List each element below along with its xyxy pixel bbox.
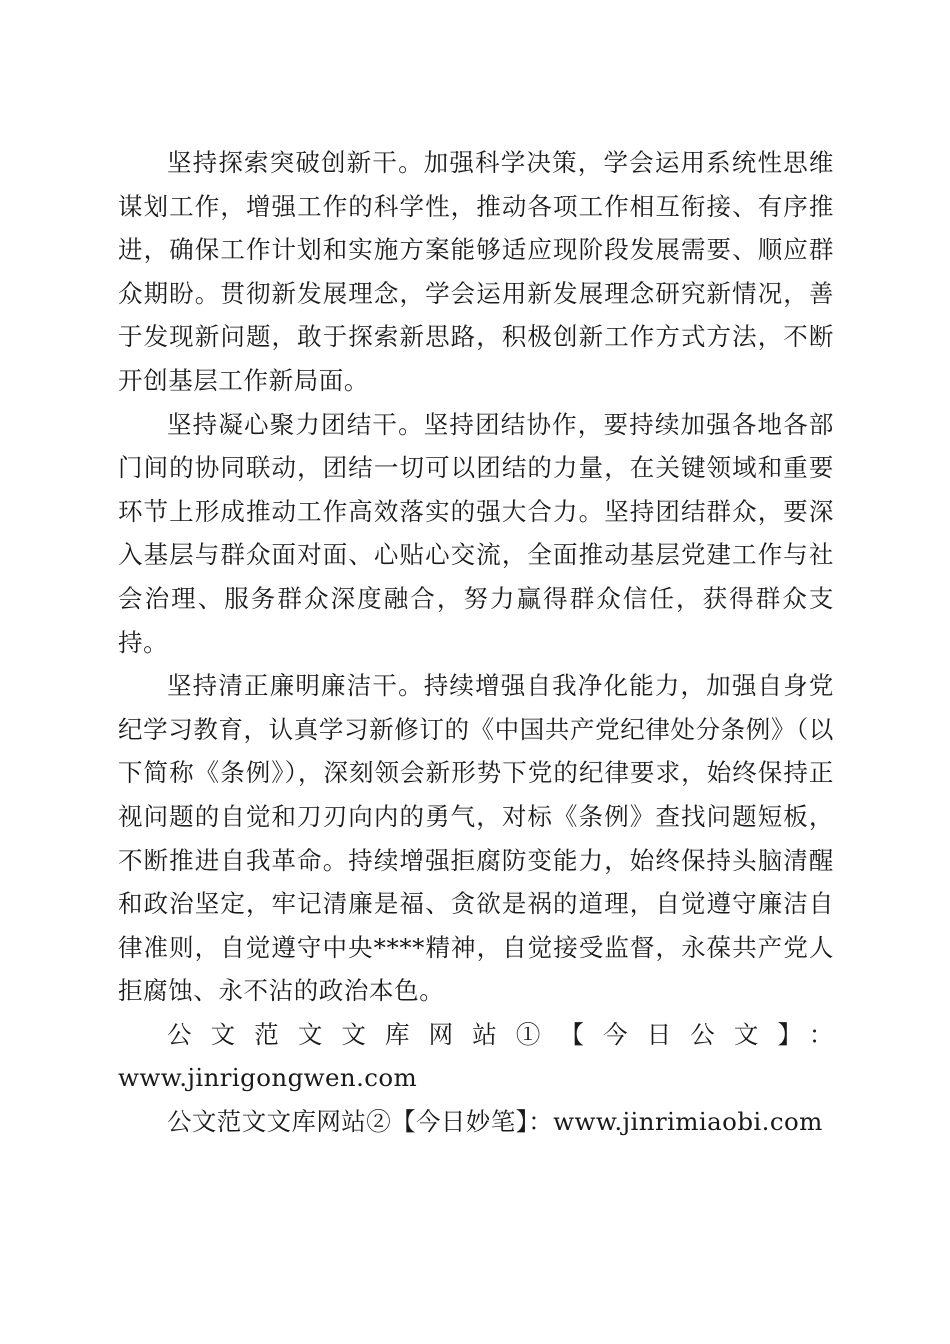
site2-line: 公文范文文库网站②【今日妙笔】：www.jinrimiaobi.com [167, 1107, 823, 1137]
document-body [118, 141, 834, 1144]
paragraph-integrity: 坚持清正廉明廉洁干。持续增强自我净化能力，加强自身党纪学习教育，认真学习新修订的《中国共产党纪律处分条例》（以下简称《条例》），深刻领会新形势下党的纪律要求，始终保持正视问题的自觉和刀刃向内的勇气，对标《条例》查找问题短板，不断推进自我革命。持续增强拒腐防变能力，始终保持头脑清醒和政治坚定，牢记清廉是福、贪欲是祸的道理，自觉遵守廉洁自律准则，自觉遵守中央****精神，自觉接受监督，永葆共产党人拒腐蚀、永不沾的政治本色。 [118, 671, 834, 1006]
site1-label: 公文范文文库网站①【今日公文】： [167, 1019, 834, 1049]
paragraph-innovation: 坚持探索突破创新干。加强科学决策，学会运用系统性思维谋划工作，增强工作的科学性，推动各项工作相互衔接、有序推进，确保工作计划和实施方案能够适应现阶段发展需要、顺应群众期盼。贯彻新发展理念，学会运用新发展理念研究新情况，善于发现新问题，敢于探索新思路，积极创新工作方式方法，不断开创基层工作新局面。 [118, 148, 834, 395]
paragraph-unity: 坚持凝心聚力团结干。坚持团结协作，要持续加强各地各部门间的协同联动，团结一切可以团结的力量，在关键领域和重要环节上形成推动工作高效落实的强大合力。坚持团结群众，要深入基层与群众面对面、心贴心交流，全面推动基层党建工作与社会治理、服务群众深度融合，努力赢得群众信任，获得群众支持。 [118, 409, 834, 657]
site1-url: www.jinrigongwen.com [118, 1063, 418, 1093]
